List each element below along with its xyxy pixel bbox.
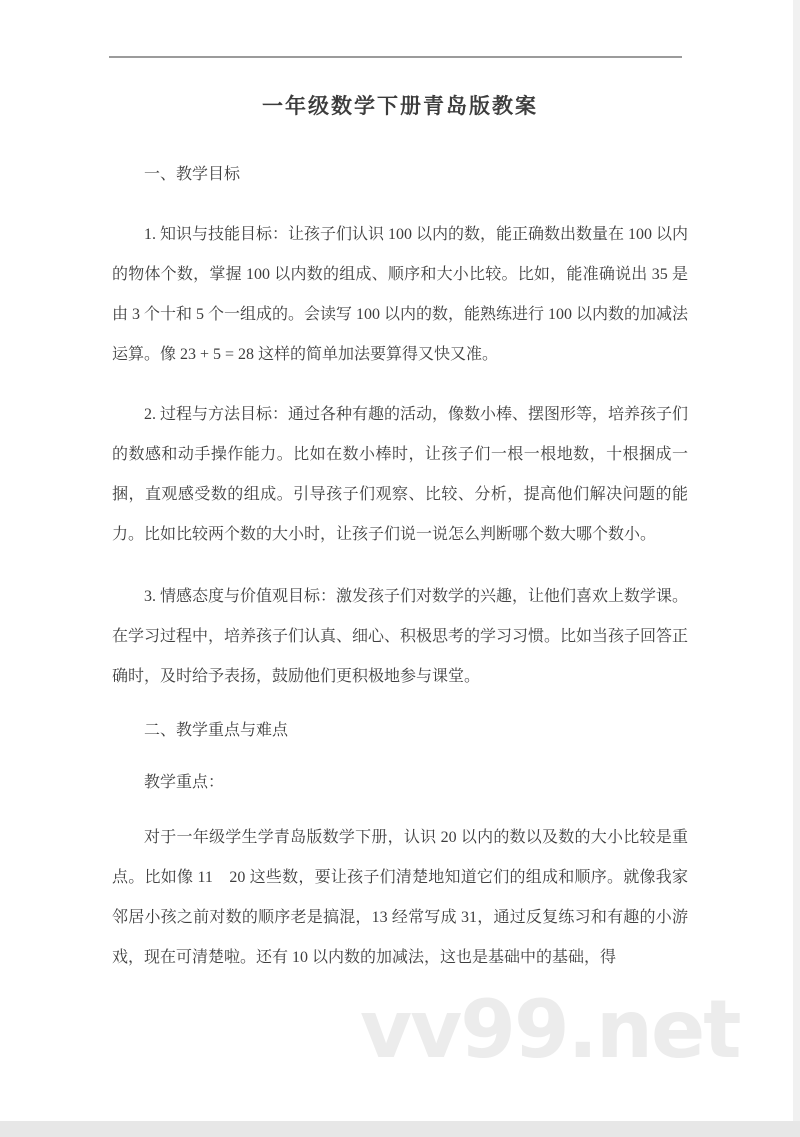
document-body (112, 155, 688, 978)
paragraph-emotion-values: 3. 情感态度与价值观目标：激发孩子们对数学的兴趣，让他们喜欢上数学课。在学习过程中，培养孩子们认真、细心、积极思考的学习习惯。比如当孩子回答正确时，及时给予表扬，鼓励他们更积极地参与课堂。 (112, 588, 689, 685)
header-rule (109, 56, 682, 58)
paragraph-process-methods: 2. 过程与方法目标：通过各种有趣的活动，像数小棒、摆图形等，培养孩子们的数感和动手操作能力。比如在数小棒时，让孩子们一根一根地数，十根捆成一捆，直观感受数的组成。引导孩子们观察、比较、分析，提高他们解决问题的能力。比如比较两个数的大小时，让孩子们说一说怎么判断哪个数大哪个数小。 (112, 406, 689, 543)
paragraph-knowledge-skills: 1. 知识与技能目标：让孩子们认识 100 以内的数，能正确数出数量在 100 以内的物体个数，掌握 100 以内数的组成、顺序和大小比较。比如，能准确说出 35 是由 3 个十和 5 个一组成的。会读写 100 以内的数，能熟练进行 100 以内数的加减法运算。像 23 + 5 = 28 这样的简单加法要算得又快又准。 (112, 226, 689, 363)
watermark: vv99.net (360, 983, 740, 1076)
sub-heading-teaching-focus: 教学重点： (144, 774, 225, 791)
section-heading-key-points: 二、教学重点与难点 (144, 722, 289, 739)
viewer-bottom-bar (0, 1121, 800, 1137)
section-heading-objectives: 一、教学目标 (144, 166, 241, 183)
paragraph-teaching-focus-detail: 对于一年级学生学青岛版数学下册，认识 20 以内的数以及数的大小比较是重点。比如像 11 20 这些数，要让孩子们清楚地知道它们的组成和顺序。就像我家邻居小孩之前对数的顺序老是搞混，13 经常写成 31，通过反复练习和有趣的小游戏，现在可清楚啦。还有 10 以内数的加减法，这也是基础中的基础，得 (112, 829, 688, 966)
page-right-edge (793, 0, 800, 1121)
page-title: 一年级数学下册青岛版教案 (262, 94, 538, 118)
